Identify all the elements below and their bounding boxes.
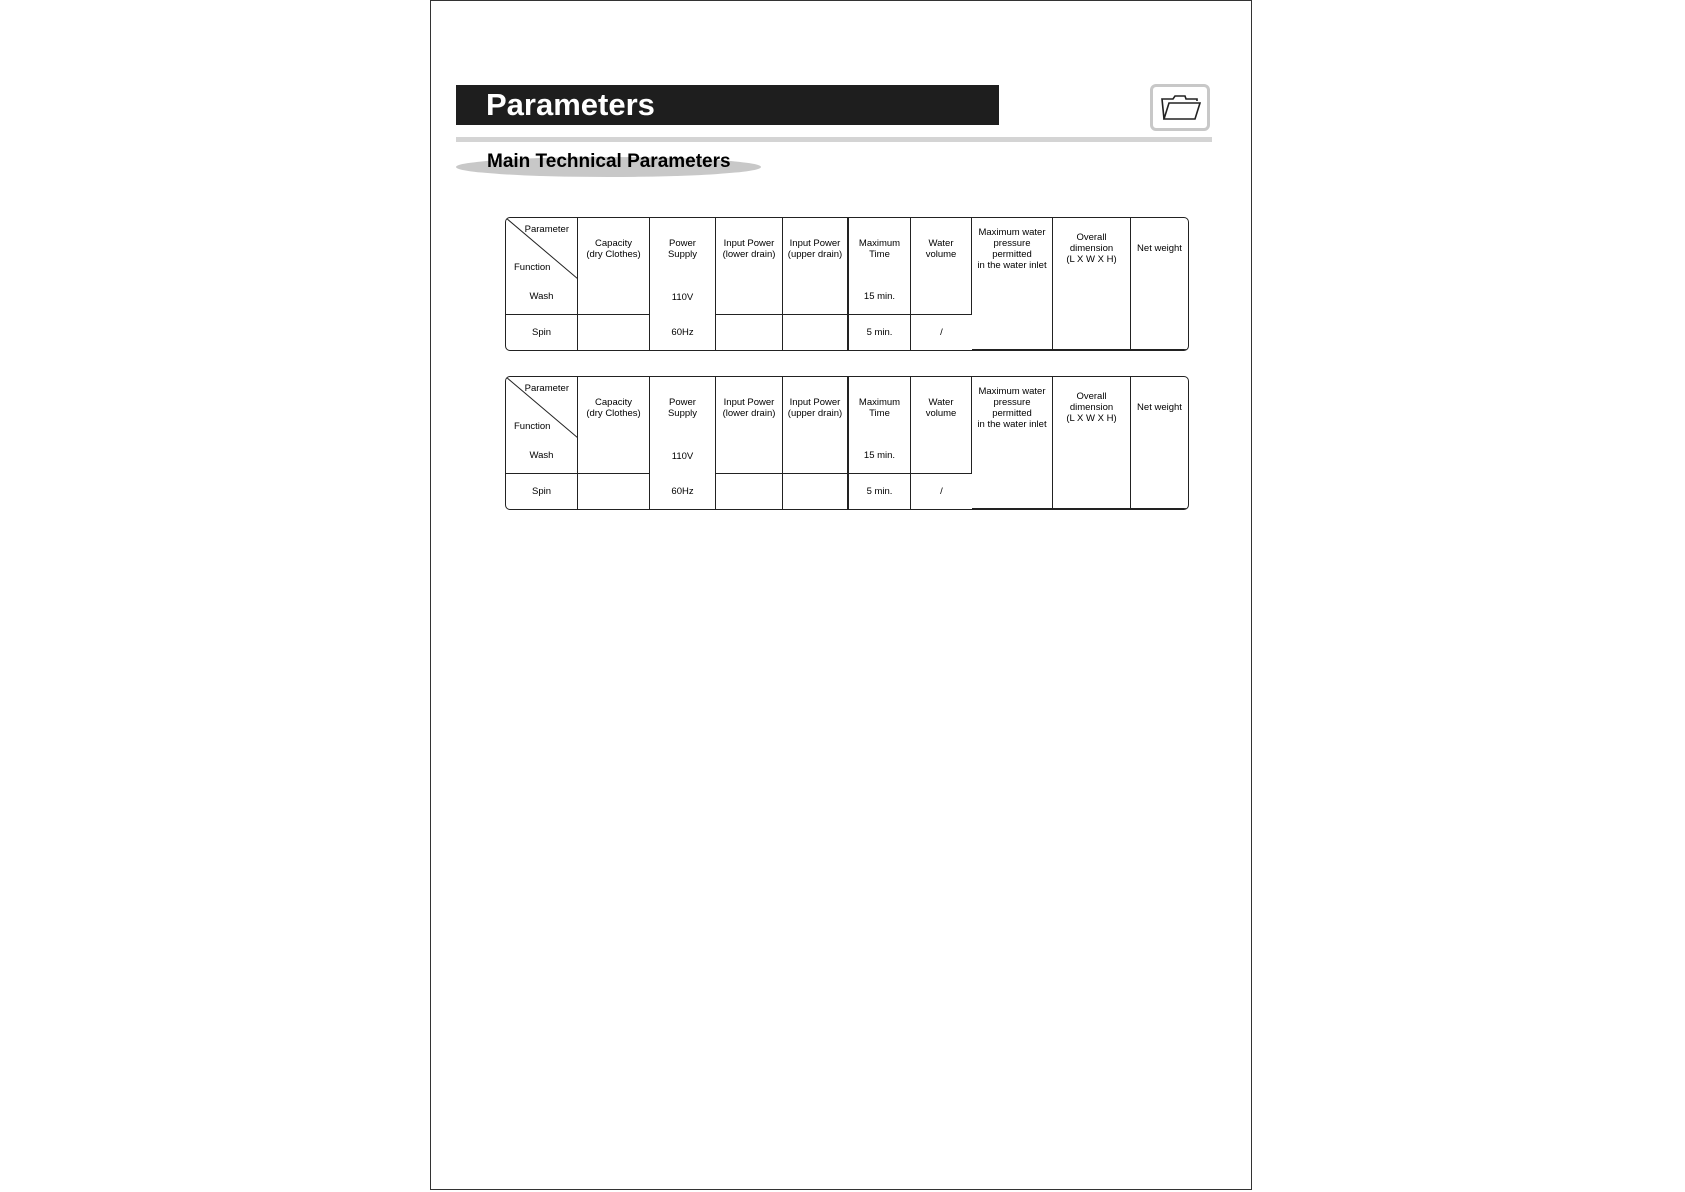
cell-capacity	[578, 474, 650, 509]
cell-net-weight	[1131, 438, 1188, 509]
cell-input-upper	[783, 474, 849, 509]
document-page	[430, 0, 1252, 1190]
table-row	[506, 438, 1188, 474]
cell-input-lower	[716, 279, 783, 315]
cell-input-upper	[783, 315, 849, 350]
cell-input-lower	[716, 438, 783, 474]
col-header-input-upper: Input Power (upper drain)	[783, 377, 849, 438]
cell-max-time: 5 min.	[849, 315, 911, 350]
corner-parameter-label: Parameter	[524, 224, 569, 235]
section-heading	[456, 149, 766, 179]
cell-overall-dimension	[1053, 438, 1131, 509]
col-header-water-volume: Water volume	[911, 377, 972, 438]
cell-max-pressure	[972, 438, 1053, 509]
cell-power-supply: 60Hz	[650, 474, 716, 509]
cell-max-pressure	[972, 279, 1053, 350]
cell-water-volume: /	[940, 327, 943, 338]
header-corner	[506, 377, 578, 438]
header-rule	[456, 137, 1212, 142]
corner-parameter-label: Parameter	[524, 383, 569, 394]
cell-power-supply: 110V	[650, 438, 716, 474]
cell-power-supply: 60Hz	[650, 315, 716, 350]
cell-input-upper	[783, 279, 849, 315]
cell-max-time: 5 min.	[849, 474, 911, 509]
col-header-overall-dimension: Overall dimension (L X W X H)	[1053, 218, 1131, 279]
cell-max-time: 15 min.	[849, 438, 911, 474]
cell-capacity	[578, 438, 650, 474]
row-function: Spin	[506, 315, 578, 350]
col-header-input-lower: Input Power (lower drain)	[716, 377, 783, 438]
row-function: Wash	[506, 438, 578, 474]
corner-function-label: Function	[514, 421, 551, 432]
cell-max-time: 15 min.	[849, 279, 911, 315]
cell-net-weight	[1131, 279, 1188, 350]
col-header-input-lower: Input Power (lower drain)	[716, 218, 783, 279]
col-header-max-pressure: Maximum water pressure permitted in the water inlet	[972, 218, 1053, 279]
col-header-power-supply: Power Supply	[650, 377, 716, 438]
parameters-table-2	[505, 376, 1189, 510]
cell-input-lower	[716, 315, 783, 350]
folder-icon-frame	[1150, 84, 1210, 131]
col-header-net-weight: Net weight	[1137, 402, 1182, 413]
cell-input-lower	[716, 474, 783, 509]
col-header-max-pressure: Maximum water pressure permitted in the water inlet	[972, 377, 1053, 438]
col-header-capacity: Capacity (dry Clothes)	[578, 218, 650, 279]
col-header-max-time: Maximum Time	[849, 218, 911, 279]
col-header-input-upper: Input Power (upper drain)	[783, 218, 849, 279]
cell-water-volume	[911, 438, 972, 474]
table-row	[506, 279, 1188, 315]
page-title: Parameters	[486, 87, 655, 122]
col-header-max-time: Maximum Time	[849, 377, 911, 438]
row-function: Spin	[506, 474, 578, 509]
cell-water-volume	[911, 279, 972, 315]
title-bar	[456, 85, 999, 125]
parameters-table-1	[505, 217, 1189, 351]
cell-capacity	[578, 315, 650, 350]
col-header-water-volume: Water volume	[911, 218, 972, 279]
col-header-capacity: Capacity (dry Clothes)	[578, 377, 650, 438]
col-header-overall-dimension: Overall dimension (L X W X H)	[1053, 377, 1131, 438]
cell-overall-dimension	[1053, 279, 1131, 350]
folder-icon	[1161, 93, 1201, 123]
col-header-net-weight: Net weight	[1137, 243, 1182, 254]
section-title: Main Technical Parameters	[487, 151, 731, 172]
header-corner	[506, 218, 578, 279]
cell-water-volume: /	[940, 486, 943, 497]
cell-capacity	[578, 279, 650, 315]
col-header-power-supply: Power Supply	[650, 218, 716, 279]
row-function: Wash	[506, 279, 578, 315]
cell-power-supply: 110V	[650, 279, 716, 315]
cell-input-upper	[783, 438, 849, 474]
corner-function-label: Function	[514, 262, 551, 273]
